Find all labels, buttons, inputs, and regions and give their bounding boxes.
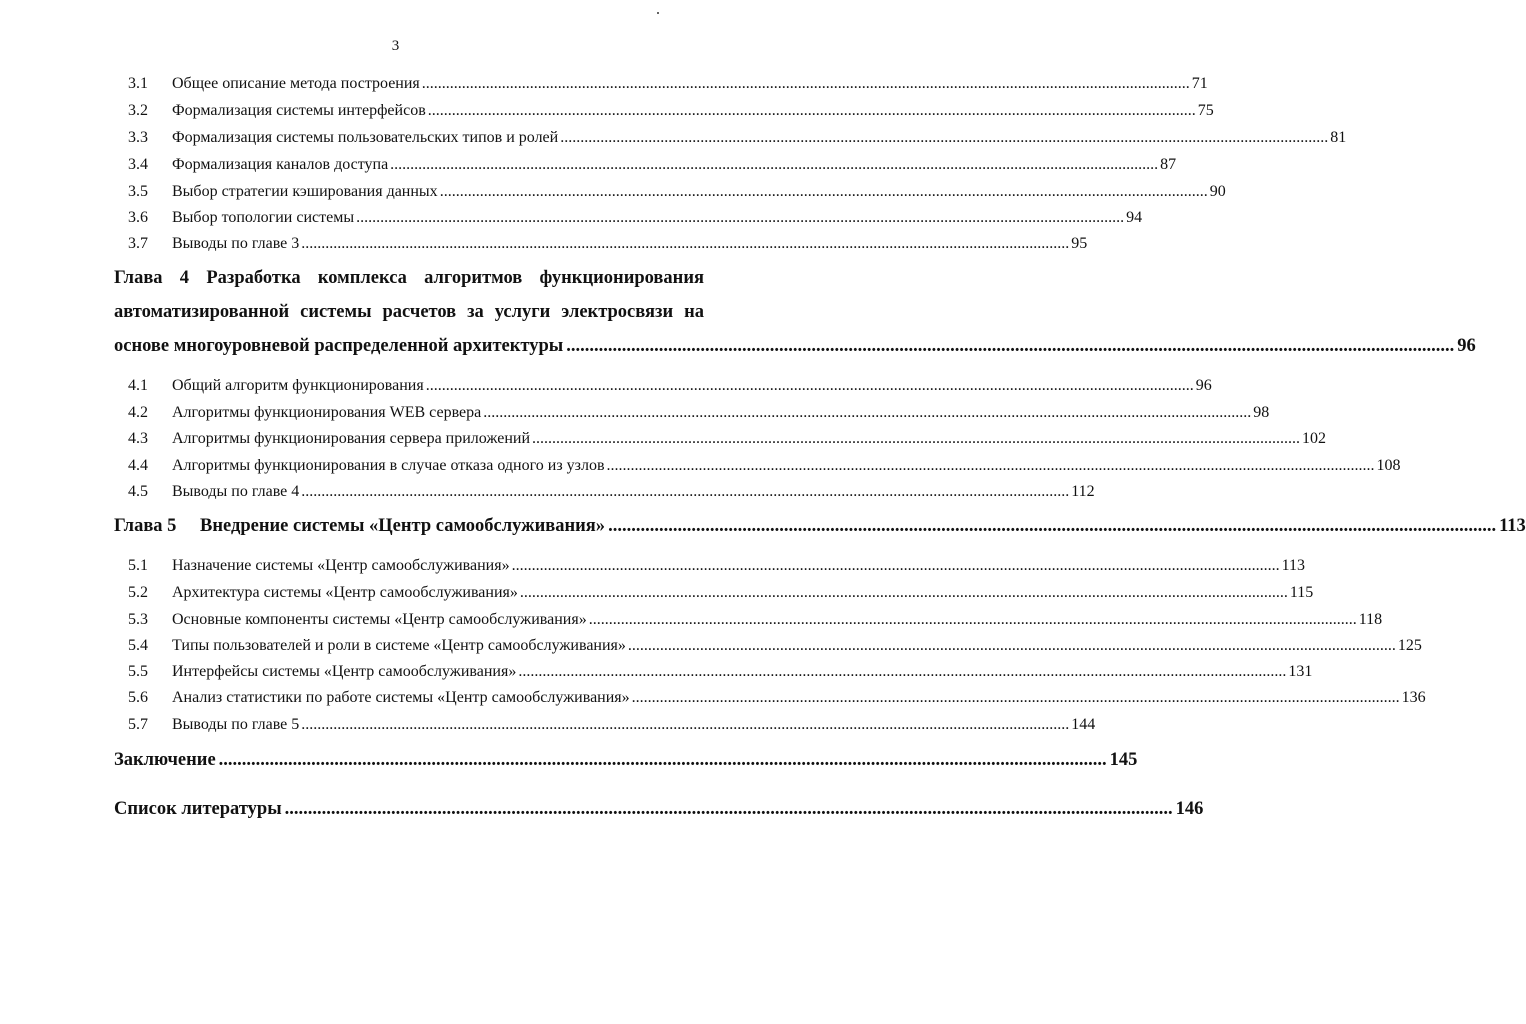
- dot-leader: [632, 688, 1400, 708]
- section-title: Формализация системы пользовательских типов и ролей: [172, 129, 559, 146]
- toc-entry[interactable]: [124, 429, 1327, 449]
- chapter-5-label: Глава 5: [114, 516, 177, 536]
- toc-entry[interactable]: [124, 128, 1347, 148]
- dot-leader: [301, 234, 1069, 254]
- section-number: 4.2: [128, 404, 148, 421]
- chapter-5-heading[interactable]: [114, 516, 1526, 537]
- section-title: Выводы по главе 3: [172, 235, 300, 252]
- section-title: Формализация каналов доступа: [172, 156, 389, 173]
- toc-entry[interactable]: [124, 234, 1088, 254]
- dot-leader: [301, 482, 1069, 502]
- section-page: 113: [1281, 557, 1306, 574]
- toc-entry[interactable]: [124, 688, 1426, 708]
- dot-leader: [628, 636, 1396, 656]
- section-page: 102: [1302, 430, 1327, 447]
- chapter-4-title-line-3: основе многоуровневой распределенной архитектуры: [114, 336, 564, 356]
- chapter-4-heading-line-1[interactable]: [114, 268, 704, 289]
- section-number: 3.2: [128, 102, 148, 119]
- toc-entry[interactable]: [124, 376, 1212, 396]
- section-number: 3.1: [128, 75, 148, 92]
- dot-leader: [390, 155, 1158, 175]
- references-title: Список литературы: [114, 799, 282, 819]
- chapter-4-label: Глава 4: [114, 268, 190, 288]
- section-number: 4.4: [128, 457, 148, 474]
- chapter-4-heading-line-3[interactable]: [114, 336, 1476, 357]
- section-number: 5.4: [128, 637, 148, 654]
- dot-leader: [532, 429, 1300, 449]
- chapter-5-title: Внедрение системы «Центр самообслуживания»: [200, 516, 606, 536]
- chapter-4-title-line-2: автоматизированной системы расчетов за услуги электросвязи на: [114, 302, 704, 322]
- page-number: 3: [391, 38, 400, 54]
- section-page: 94: [1126, 209, 1143, 226]
- toc-entry[interactable]: [124, 662, 1313, 682]
- section-number: 5.2: [128, 584, 148, 601]
- section-title: Выбор стратегии кэширования данных: [172, 183, 438, 200]
- section-number: 4.1: [128, 377, 148, 394]
- chapter-4-title-line-1: Разработка комплекса алгоритмов функционирования: [206, 268, 704, 288]
- toc-entry[interactable]: [124, 610, 1383, 630]
- section-page: 98: [1253, 404, 1270, 421]
- chapter-4-page: 96: [1457, 336, 1476, 356]
- references-page: 146: [1175, 799, 1204, 819]
- section-title: Алгоритмы функционирования WEB сервера: [172, 404, 482, 421]
- conclusion-title: Заключение: [114, 750, 216, 770]
- section-title: Выводы по главе 5: [172, 716, 300, 733]
- toc-entry[interactable]: [124, 101, 1214, 121]
- section-title: Основные компоненты системы «Центр самообслуживания»: [172, 611, 587, 628]
- dot-leader: [589, 610, 1357, 630]
- section-title: Типы пользователей и роли в системе «Центр самообслуживания»: [172, 637, 626, 654]
- section-title: Архитектура системы «Центр самообслуживания»: [172, 584, 518, 601]
- dot-leader: [440, 182, 1208, 202]
- section-page: 87: [1160, 156, 1177, 173]
- section-page: 115: [1289, 584, 1314, 601]
- section-title: Назначение системы «Центр самообслуживания»: [172, 557, 510, 574]
- section-number: 5.6: [128, 689, 148, 706]
- dot-leader: [483, 403, 1251, 423]
- section-page: 112: [1071, 483, 1095, 500]
- section-title: Алгоритмы функционирования в случае отказа одного из узлов: [172, 457, 605, 474]
- section-number: 3.4: [128, 156, 148, 173]
- dot-leader: [219, 750, 1107, 771]
- toc-entry[interactable]: [124, 403, 1270, 423]
- toc-entry[interactable]: [124, 74, 1208, 94]
- section-number: 4.3: [128, 430, 148, 447]
- toc-entry[interactable]: [124, 583, 1314, 603]
- section-page: 118: [1358, 611, 1383, 628]
- section-number: 3.6: [128, 209, 148, 226]
- section-page: 75: [1197, 102, 1214, 119]
- section-title: Анализ статистики по работе системы «Центр самообслуживания»: [172, 689, 630, 706]
- dot-leader: [566, 336, 1454, 357]
- section-number: 5.5: [128, 663, 148, 680]
- section-page: 125: [1397, 637, 1422, 654]
- section-title: Интерфейсы системы «Центр самообслуживания»: [172, 663, 517, 680]
- section-number: 5.1: [128, 557, 148, 574]
- dot-leader: [428, 101, 1196, 121]
- dot-leader: [301, 715, 1069, 735]
- chapter-4-heading-line-2: [114, 302, 704, 323]
- toc-entry[interactable]: [124, 456, 1401, 476]
- dot-leader: [607, 456, 1375, 476]
- section-page: 144: [1071, 716, 1096, 733]
- toc-entry[interactable]: [124, 155, 1177, 175]
- chapter-5-page: 113: [1499, 516, 1526, 536]
- dot-leader: [285, 799, 1173, 820]
- section-page: 81: [1330, 129, 1347, 146]
- toc-entry[interactable]: [124, 636, 1422, 656]
- section-title: Общий алгоритм функционирования: [172, 377, 424, 394]
- section-title: Формализация системы интерфейсов: [172, 102, 426, 119]
- section-number: 3.7: [128, 235, 148, 252]
- dot-leader: [422, 74, 1190, 94]
- section-number: 5.7: [128, 716, 148, 733]
- dot-leader: [520, 583, 1288, 603]
- conclusion-heading[interactable]: [114, 750, 1138, 771]
- dot-leader: [426, 376, 1194, 396]
- section-page: 108: [1376, 457, 1401, 474]
- toc-entry[interactable]: [124, 715, 1096, 735]
- section-number: 3.3: [128, 129, 148, 146]
- toc-entry[interactable]: [124, 182, 1226, 202]
- dot-leader: [512, 556, 1280, 576]
- chapter-5-heading-text: [114, 516, 605, 537]
- section-page: 90: [1209, 183, 1226, 200]
- section-page: 136: [1401, 689, 1426, 706]
- toc-entry[interactable]: [124, 482, 1095, 502]
- toc-entry[interactable]: [124, 208, 1143, 228]
- dot-leader: [560, 128, 1328, 148]
- section-title: Выбор топологии системы: [172, 209, 355, 226]
- dot-leader: [608, 516, 1496, 537]
- section-number: 4.5: [128, 483, 148, 500]
- dot-leader: [518, 662, 1286, 682]
- section-page: 95: [1071, 235, 1088, 252]
- references-heading[interactable]: [114, 799, 1204, 820]
- conclusion-page: 145: [1109, 750, 1138, 770]
- scan-speck: [657, 12, 659, 14]
- section-title: Общее описание метода построения: [172, 75, 420, 92]
- section-page: 96: [1195, 377, 1212, 394]
- section-title: Алгоритмы функционирования сервера приложений: [172, 430, 531, 447]
- section-page: 71: [1191, 75, 1208, 92]
- section-number: 3.5: [128, 183, 148, 200]
- section-page: 131: [1288, 663, 1313, 680]
- toc-entry[interactable]: [124, 556, 1306, 576]
- dot-leader: [356, 208, 1124, 228]
- section-title: Выводы по главе 4: [172, 483, 300, 500]
- section-number: 5.3: [128, 611, 148, 628]
